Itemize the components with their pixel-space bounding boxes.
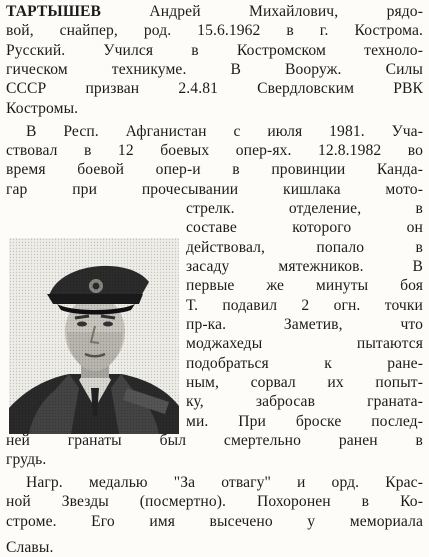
text-line-12: составе которого он xyxy=(186,219,423,236)
text-line-21: ку, забросав граната- xyxy=(186,393,423,410)
text-line-17: пр-ка. Заметив, что xyxy=(186,316,423,333)
portrait-image xyxy=(9,238,179,434)
text-line-27: строме. Его имя высечено у мемориала xyxy=(6,513,423,530)
text-line-24: грудь. xyxy=(6,451,47,468)
text-line-4: гическом техникуме. В Вооруж. Силы xyxy=(6,61,423,78)
text-line-7: В Респ. Афганистан с июля 1981. Уча- xyxy=(26,123,423,140)
text-line-10: гар при прочесывании кишлака мото- xyxy=(6,181,423,198)
surname: ТАРТЫШЕВ xyxy=(6,3,102,20)
text-line-1 xyxy=(6,2,423,21)
text-line-23: ней гранаты был смертельно ранен в xyxy=(6,432,423,449)
text-line-6: Костромы. xyxy=(6,100,79,117)
text-line-11: стрелк. отделение, в xyxy=(186,200,423,217)
text-line-9: время боевой опер-и в провинции Кандa- xyxy=(6,161,423,178)
text-line-1-rest: Андрей Михайлович, рядо- xyxy=(101,3,423,20)
text-line-28: Славы. xyxy=(6,539,54,556)
text-line-20: ным, сорвал их попыт- xyxy=(186,374,423,391)
text-line-22: ми. При броске послед- xyxy=(186,413,423,430)
text-line-3: Русский. Учился в Костромском техноло- xyxy=(6,42,423,59)
text-line-25: Нагр. медалью "За отвагу" и орд. Крас- xyxy=(26,474,423,491)
text-line-14: засаду мятежников. В xyxy=(186,258,423,275)
text-line-18: моджахеды пытаются xyxy=(186,335,423,352)
text-line-2: вой, снайпер, род. 15.6.1962 в г. Кострома. xyxy=(6,22,423,39)
text-line-19: подобраться к ране- xyxy=(186,355,423,372)
text-line-13: действовал, попало в xyxy=(186,239,423,256)
text-line-16: Т. подавил 2 огн. точки xyxy=(186,297,423,314)
text-line-15: первые же минуты боя xyxy=(186,277,423,294)
text-line-5: СССР призван 2.4.81 Свердловским РВК xyxy=(6,80,423,97)
text-line-8: ствовал в 12 боевых опер-ях. 12.8.1982 во xyxy=(6,142,423,159)
portrait-photo xyxy=(9,238,179,434)
text-line-26: ной Звезды (посмертно). Похоронен в Ко- xyxy=(6,493,423,510)
